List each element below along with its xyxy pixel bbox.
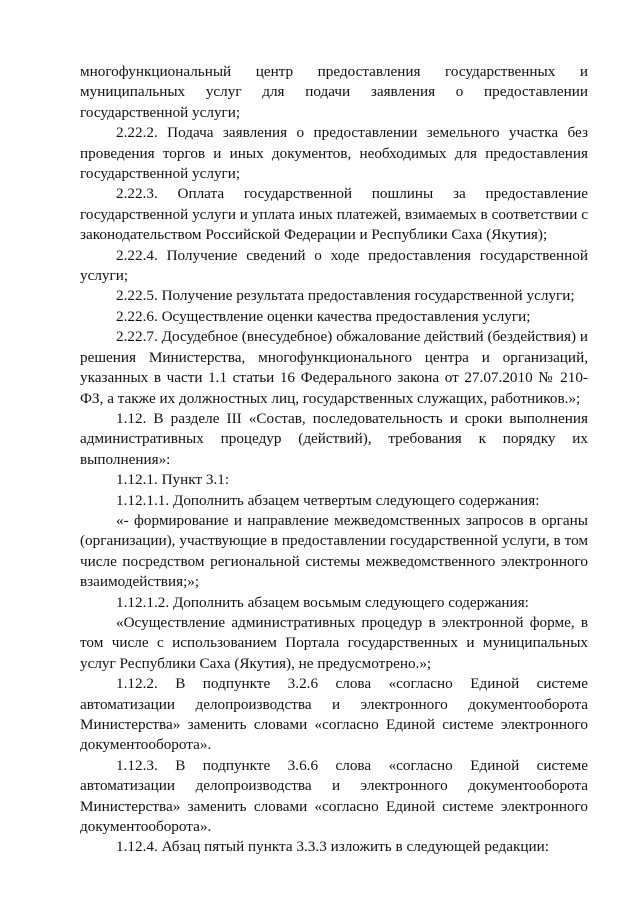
paragraph-1-12-1-2: 1.12.1.2. Дополнить абзацем восьмым следующего содержания:	[116, 593, 529, 611]
paragraph-quote-interagency: «- формирование и направление межведомственных запросов в органы (организации), участвующие в предоставлении государственной услуги, в том числе посредством региональной системы межведомственного электронного взаимодействия;»;	[80, 511, 588, 591]
paragraph-1-12-4: 1.12.4. Абзац пятый пункта 3.3.3 изложить в следующей редакции:	[116, 838, 549, 856]
paragraph-1-12-2: 1.12.2. В подпункте 3.2.6 слова «согласно Единой системе автоматизации делопроизводства и электронного документооборота Министерства» заменить словами «согласно Единой системе электронного документооборота».	[80, 675, 588, 754]
paragraph-1-12-1: 1.12.1. Пункт 3.1:	[116, 471, 230, 489]
paragraph-quote-electronic: «Осуществление административных процедур в электронной форме, в том числе с использованием Портала государственных и муниципальных услуг Республики Саха (Якутия), не предусмотрено.»;	[80, 613, 588, 672]
paragraph-2-22-6: 2.22.6. Осуществление оценки качества предоставления услуги;	[116, 307, 531, 325]
paragraph-mfc-continuation: многофункциональный центр предоставления государственных и муниципальных услуг для подачи заявления о предоставлении государственной услуги;	[80, 63, 588, 121]
paragraph-2-22-5: 2.22.5. Получение результата предоставления государственной услуги;	[116, 287, 575, 305]
paragraph-2-22-3: 2.22.3. Оплата государственной пошлины за предоставление государственной услуги и уплата иных платежей, взимаемых в соответствии с законодательством Российской Федерации и Республики Саха (Якутия);	[80, 185, 588, 244]
paragraph-1-12-3: 1.12.3. В подпункте 3.6.6 слова «согласно Единой системе автоматизации делопроизводства и электронного документооборота Министерства» заменить словами «согласно Единой системе электронного документооборота».	[80, 756, 588, 836]
paragraph-2-22-4: 2.22.4. Получение сведений о ходе предоставления государственной услуги;	[80, 246, 588, 285]
paragraph-2-22-7: 2.22.7. Досудебное (внесудебное) обжалование действий (бездействия) и решения Министерства, многофункционального центра и организаций, указанных в части 1.1 статьи 16 Федерального закона от 27.07.2010 № 210-ФЗ, а также их должностных лиц, государственных служащих, работников.»;	[80, 328, 588, 407]
paragraph-1-12-1-1: 1.12.1.1. Дополнить абзацем четвертым следующего содержания:	[116, 491, 540, 509]
paragraph-2-22-2: 2.22.2. Подача заявления о предоставлении земельного участка без проведения торгов и иных документов, необходимых для предоставления государственной услуги;	[80, 124, 588, 183]
paragraph-1-12: 1.12. В разделе III «Состав, последовательность и сроки выполнения административных процедур (действий), требования к порядку их выполнения»:	[80, 409, 588, 468]
